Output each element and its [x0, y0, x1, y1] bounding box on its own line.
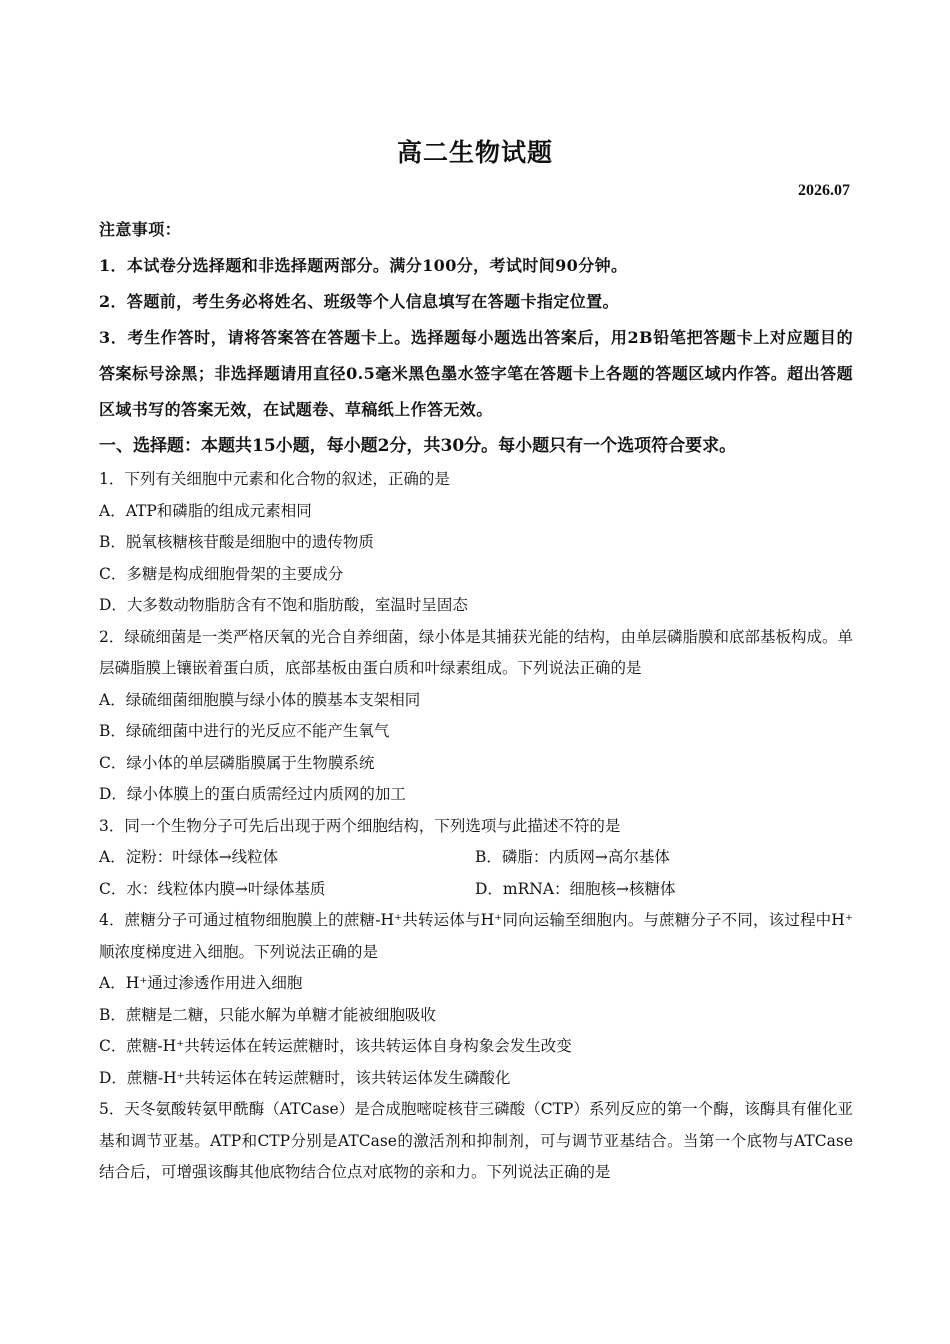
question-1-option-c: C．多糖是构成细胞骨架的主要成分 [99, 564, 344, 583]
question-4-option-c: C．蔗糖-H⁺共转运体在转运蔗糖时，该共转运体自身构象会发生改变 [99, 1037, 572, 1055]
question-2-stem: 2．绿硫细菌是一类严格厌氧的光合自养细菌，绿小体是其捕获光能的结构，由单层磷脂膜和底部基板构成。单层磷脂膜上镶嵌着蛋白质，底部基板由蛋白质和叶绿素组成。下列说法正确的是 [99, 627, 853, 677]
question-3-option-b: B．磷脂：内质网→高尔基体 [475, 848, 670, 866]
page-title: 高二生物试题 [396, 138, 553, 167]
question-3-option-a: A．淀粉：叶绿体→线粒体 [99, 848, 279, 866]
question-2-option-a: A．绿硫细菌细胞膜与绿小体的膜基本支架相同 [99, 690, 421, 709]
question-3-stem: 3．同一个生物分子可先后出现于两个细胞结构，下列选项与此描述不符的是 [99, 816, 621, 835]
question-1-option-b: B．脱氧核糖核苷酸是细胞中的遗传物质 [99, 533, 374, 551]
section-heading: 一、选择题：本题共15小题，每小题2分，共30分。每小题只有一个选项符合要求。 [99, 436, 737, 456]
question-5-stem: 5．天冬氨酸转氨甲酰酶（ATCase）是合成胞嘧啶核苷三磷酸（CTP）系列反应的第一个酶，该酶具有催化亚基和调节亚基。ATP和CTP分别是ATCase的激活剂和抑制剂，可与调节亚基结合。当第一个底物与ATCase结合后，可增强该酶其他底物结合位点对底物的亲和力。下列说法正确的是 [99, 1100, 853, 1181]
question-3-option-d: D．mRNA：细胞核→核糖体 [475, 879, 676, 898]
question-3-options-row-1 [99, 842, 853, 874]
question-4-option-b: B．蔗糖是二糖，只能水解为单糖才能被细胞吸收 [99, 1005, 436, 1024]
question-1-option-a: A．ATP和磷脂的组成元素相同 [99, 501, 312, 520]
question-1-stem: 1．下列有关细胞中元素和化合物的叙述，正确的是 [99, 470, 450, 488]
exam-content [99, 212, 853, 1189]
question-2-option-b: B．绿硫细菌中进行的光反应不能产生氧气 [99, 722, 390, 740]
notice-item-3: 3．考生作答时，请将答案答在答题卡上。选择题每小题选出答案后，用2B铅笔把答题卡上对应题目的答案标号涂黑；非选择题请用直径0.5毫米黑色墨水签字笔在答题卡上各题的答题区域内作答。超出答题区域书写的答案无效，在试题卷、草稿纸上作答无效。 [99, 328, 853, 419]
notice-item-2: 2．答题前，考生务必将姓名、班级等个人信息填写在答题卡指定位置。 [99, 292, 619, 311]
exam-date: 2026.07 [798, 182, 850, 199]
question-4-option-d: D．蔗糖-H⁺共转运体在转运蔗糖时，该共转运体发生磷酸化 [99, 1068, 511, 1087]
question-2-option-d: D．绿小体膜上的蛋白质需经过内质网的加工 [99, 785, 406, 803]
notice-item-1: 1．本试卷分选择题和非选择题两部分。满分100分，考试时间90分钟。 [99, 256, 628, 275]
notice-heading: 注意事项： [99, 220, 182, 239]
question-1-option-d: D．大多数动物脂肪含有不饱和脂肪酸，室温时呈固态 [99, 596, 468, 614]
question-4-stem: 4．蔗糖分子可通过植物细胞膜上的蔗糖-H⁺共转运体与H⁺同向运输至细胞内。与蔗糖分子不同，该过程中H⁺顺浓度梯度进入细胞。下列说法正确的是 [99, 911, 853, 961]
question-3-option-c: C．水：线粒体内膜→叶绿体基质 [99, 879, 326, 898]
question-2-option-c: C．绿小体的单层磷脂膜属于生物膜系统 [99, 753, 375, 772]
question-3-options-row-2 [99, 874, 853, 906]
question-4-option-a: A．H⁺通过渗透作用进入细胞 [99, 974, 303, 992]
